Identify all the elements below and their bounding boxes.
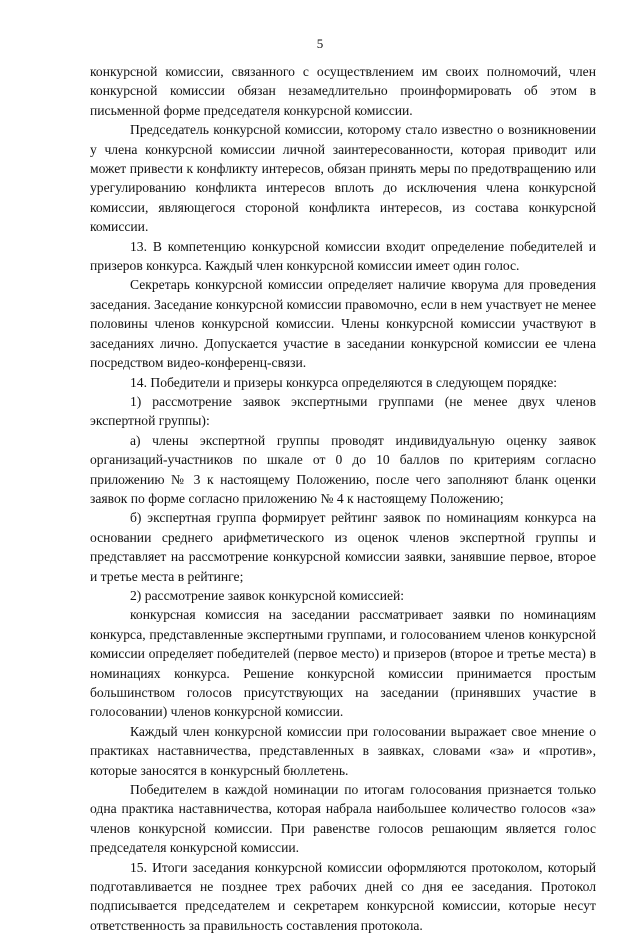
- paragraph: Председатель конкурсной комиссии, которому стало известно о возникновении у члена конкурсной комиссии личной заинтересованности, которая приводит или может привести к конфликту интересов, обязан принять меры по предотвращению или урегулированию конфликта интересов вплоть до исключения члена конкурсной комиссии, являющегося стороной конфликта интересов, из состава конкурсной комиссии.: [90, 122, 596, 235]
- paragraph: конкурсная комиссия на заседании рассматривает заявки по номинациям конкурса, представленные экспертными группами, и голосованием членов конкурсной комиссии определяет победителей (первое место) и призеров (второе и третье места) в номинациях конкурса. Решение конкурсной комиссии принимается простым большинством голосов присутствующих на заседании (принявших участие в голосовании) членов конкурсной комиссии.: [90, 607, 596, 720]
- paragraph: Каждый член конкурсной комиссии при голосовании выражает свое мнение о практиках наставничества, представленных в заявках, словами «за» и «против», которые заносятся в конкурсный бюллетень.: [90, 723, 596, 778]
- paragraph: Победителем в каждой номинации по итогам голосования признается только одна практика наставничества, которая набрала наибольшее количество голосов «за» членов конкурсной комиссии. При равенстве голосов решающим является голос председателя конкурсной комиссии.: [90, 782, 596, 856]
- paragraph: 13. В компетенцию конкурсной комиссии входит определение победителей и призеров конкурса. Каждый член конкурсной комиссии имеет один голос.: [90, 238, 596, 274]
- paragraph: 1) рассмотрение заявок экспертными группами (не менее двух членов экспертной группы):: [90, 393, 596, 429]
- paragraph: а) члены экспертной группы проводят индивидуальную оценку заявок организаций-участников по шкале от 0 до 10 баллов по критериям согласно приложению № 3 к настоящему Положению, после чего заполняют бланк оценки заявок по форме согласно приложению № 4 к настоящему Положению;: [90, 432, 596, 506]
- paragraph: 14. Победители и призеры конкурса определяются в следующем порядке:: [130, 374, 558, 390]
- document-body: [90, 62, 596, 935]
- paragraph: 15. Итоги заседания конкурсной комиссии оформляются протоколом, который подготавливается не позднее трех рабочих дней со дня ее заседания. Протокол подписывается председателем и секретарем конкурсной комиссии, которые несут ответственность за правильность составления протокола.: [90, 859, 596, 933]
- paragraph: 2) рассмотрение заявок конкурсной комиссией:: [130, 587, 405, 603]
- paragraph: конкурсной комиссии, связанного с осуществлением им своих полномочий, член конкурсной комиссии обязан незамедлительно проинформировать об этом в письменной форме председателя конкурсной комиссии.: [90, 64, 596, 118]
- paragraph: б) экспертная группа формирует рейтинг заявок по номинациям конкурса на основании среднего арифметического из оценок членов экспертной группы и представляет на рассмотрение конкурсной комиссии заявки, занявшие первое, второе и третье места в рейтинге;: [90, 510, 596, 584]
- paragraph: Секретарь конкурсной комиссии определяет наличие кворума для проведения заседания. Заседание конкурсной комиссии правомочно, если в нем участвует не менее половины членов конкурсной комиссии. Члены конкурсной комиссии участвуют в заседаниях лично. Допускается участие в заседании конкурсной комиссии ее члена посредством видео-конференц-связи.: [90, 277, 596, 371]
- page-number: 5: [316, 36, 324, 51]
